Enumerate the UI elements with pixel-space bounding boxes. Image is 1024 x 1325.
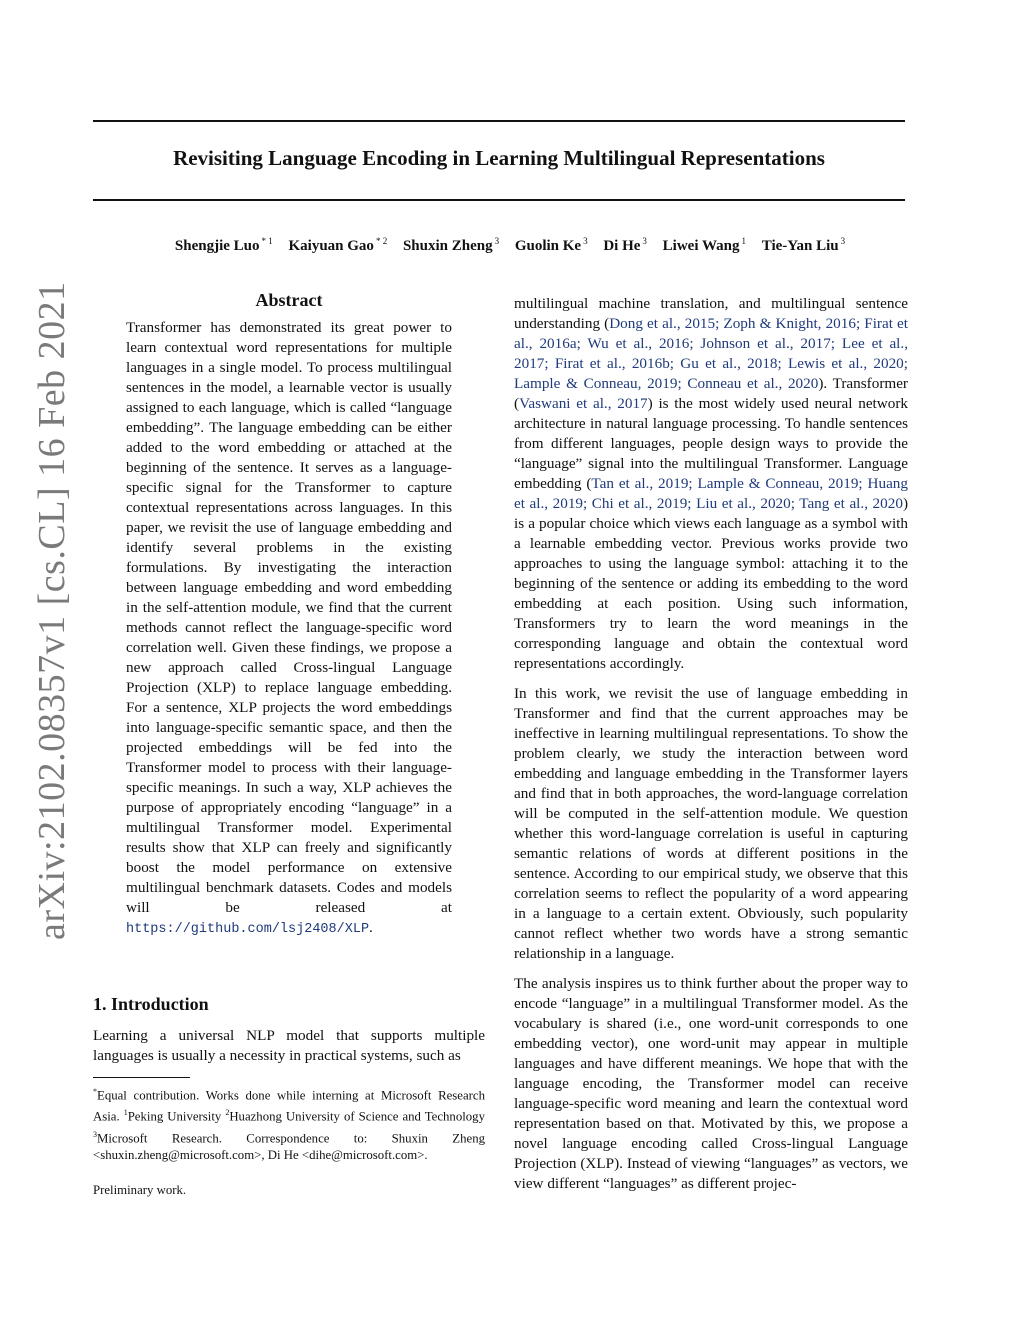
preliminary-note: Preliminary work. [93,1183,187,1197]
citation-link[interactable]: Dong et al., 2015; Zoph & Knight, 2016; Firat et al., 2016a; Wu et al., 2016; Johnson et al., 2017; Lee et al., 2017; Firat et al., 2016b; Gu et al., 2018; Lewis et al., 2020; Lample & Conneau, 2019; Conneau et al., 2020 [514,315,908,392]
github-link[interactable]: https://github.com/lsj2408/XLP [126,922,370,937]
author: Liwei Wang $^1$ [662,236,746,254]
citation-link[interactable]: Tan et al., 2019; Lample & Conneau, 2019; Huang et al., 2019; Chi et al., 2019; Liu et al., 2020; Tang et al., 2020 [514,475,908,512]
right-column [514,294,908,1204]
footnote: *Equal contribution. Works done while interning at Microsoft Research Asia. $^1$Peking University $^2$Huazhong University of Science and Technology $^3$Microsoft Research. Correspondence to: Shuxin Zheng <shuxin.zheng@microsoft.com>, Di He <dihe@microsoft.com>. [93,1087,485,1162]
author: Shuxin Zheng $^3$ [402,236,500,254]
intro-paragraph: Learning a universal NLP model that supports multiple languages is usually a necessity in practical systems, such as [93,1027,485,1064]
citation-link[interactable]: Vaswani et al., 2017 [519,395,648,412]
body-paragraph: In this work, we revisit the use of language embedding in Transformer and find that the current approaches may be ineffective in learning multilingual representations. To show the problem clearly, we study the interaction between word embedding and language embedding in the Transformer layers and find that in both approaches, the word-language correlation will be computed in the self-attention module. We question whether this word-language correlation is useful in capturing semantic relations of words at different positions in the sentence. According to our empirical study, we observe that this correlation seems to reflect the popularity of a word appearing in a language to a certain extent. Obviously, such popularity cannot reflect whether two words have a strong semantic relationship in a language. [514,685,908,962]
paper-title: Revisiting Language Encoding in Learning Multilingual Representations [173,146,825,170]
title-rule-bottom [93,199,905,201]
author-list [60,236,960,255]
section-heading: 1. Introduction [93,994,209,1014]
body-paragraph: The analysis inspires us to think further about the proper way to encode “language” in a multilingual Transformer model. As the vocabulary is shared (i.e., one word-unit corresponds to one embedding vector), one word-unit may appear in multiple languages and have different meanings. We hope that with the language encoding, the Transformer model can receive language-specific word meaning and learn the contextual word representation based on that. Motivated by this, we propose a novel language encoding called Cross-lingual Language Projection (XLP). Instead of viewing “languages” as vectors, we view different “languages” as different projec- [514,975,908,1192]
introduction-section [93,994,485,1076]
body-paragraph: multilingual machine translation, and multilingual sentence understanding (Dong et al., 2015; Zoph & Knight, 2016; Firat et al., 2016a; Wu et al., 2016; Johnson et al., 2017; Lee et al., 2017; Firat et al., 2016b; Gu et al., 2018; Lewis et al., 2020; Lample & Conneau, 2019; Conneau et al., 2020). Transformer (Vaswani et al., 2017) is the most widely used neural network architecture in natural language processing. To handle sentences from different languages, people design ways to provide the “language” signal into the multilingual Transformer. Language embedding (Tan et al., 2019; Lample & Conneau, 2019; Huang et al., 2019; Chi et al., 2019; Liu et al., 2020; Tang et al., 2020) is a popular choice which views each language as a symbol with a learnable embedding vector. Previous works provide two approaches to using the language symbol: attaching it to the beginning of the sentence or adding its embedding to the word embedding at each position. Using such information, Transformers try to learn the word meanings in the corresponding language and obtain the contextual word representations accordingly. [514,295,908,672]
footnote-rule [93,1077,190,1078]
abstract-heading: Abstract [255,290,323,310]
author: Guolin Ke $^3$ [514,236,588,254]
author: Kaiyuan Gao $^{* 2}$ [288,236,388,254]
title-rule-top [93,120,905,122]
abstract-body: Transformer has demonstrated its great power to learn contextual word representations for multiple languages in a single model. To process multilingual sentences in the model, a learnable vector is usually assigned to each language, which is called “language embedding”. The language embedding can be either added to the word embedding or attached at the beginning of the sentence. It serves as a language-specific signal for the Transformer to capture contextual representations across languages. In this paper, we revisit the use of language embedding and identify several problems in the existing formulations. By investigating the interaction between language embedding and word embedding in the self-attention module, we find that the current methods cannot reflect the language-specific word correlation well. Given these findings, we propose a new approach called Cross-lingual Language Projection (XLP) to replace language embedding. For a sentence, XLP projects the word embeddings into language-specific semantic space, and then the projected embeddings will be fed into the Transformer model to process with their language-specific meanings. In such a way, XLP achieves the purpose of appropriately encoding “language” in a multilingual Transformer model. Experimental results show that XLP can freely and significantly boost the model performance on extensive multilingual benchmark datasets. Codes and models will be released at https://github.com/lsj2408/XLP. [126,319,452,937]
author: Tie-Yan Liu $^3$ [761,236,846,254]
arxiv-identifier-margin: arXiv:2102.08357v1 [cs.CL] 16 Feb 2021 [31,281,73,940]
author: Di He $^3$ [603,236,647,254]
abstract-section [126,290,452,950]
author: Shengjie Luo $^{* 1}$ [174,236,273,254]
